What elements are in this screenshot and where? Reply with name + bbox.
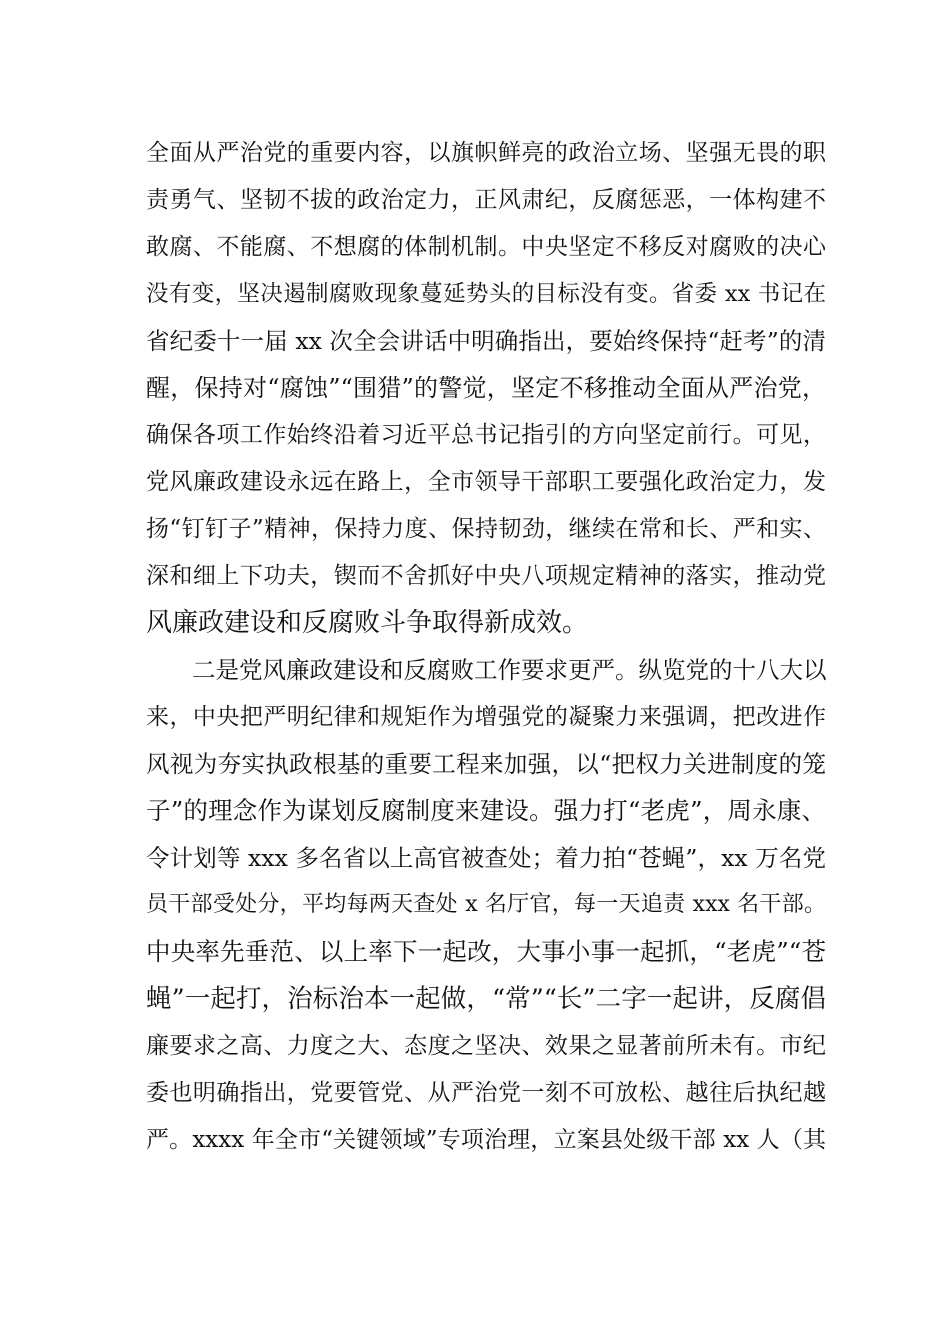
- text-line: 扬“钉钉子”精神，保持力度、保持韧劲，继续在常和长、严和实、: [146, 516, 826, 542]
- text-line: 党风廉政建设永远在路上，全市领导干部职工要强化政治定力，发: [146, 469, 826, 495]
- text-line: 廉要求之高、力度之大、态度之坚决、效果之显著前所未有。市纪: [146, 1033, 826, 1059]
- text-line: 员干部受处分，平均每两天查处 x 名厅官，每一天追责 xxx 名干部。: [146, 892, 826, 917]
- text-line: 省纪委十一届 xx 次全会讲话中明确指出，要始终保持“赶考”的清: [146, 327, 826, 355]
- text-line: 中央率先垂范、以上率下一起改，大事小事一起抓，“老虎”“苍: [146, 937, 826, 966]
- text-line: 责勇气、坚韧不拔的政治定力，正风肃纪，反腐惩恶，一体构建不: [146, 187, 826, 213]
- text-line: 深和细上下功夫，锲而不舍抓好中央八项规定精神的落实，推动党: [146, 563, 826, 589]
- text-line: 风廉政建设和反腐败斗争取得新成效。: [146, 608, 589, 638]
- text-line: 蝇”一起打，治标治本一起做，“常”“长”二字一起讲，反腐倡: [146, 984, 826, 1014]
- text-line: 确保各项工作始终沿着习近平总书记指引的方向坚定前行。可见，: [146, 422, 826, 448]
- paragraph-first-line: 二是党风廉政建设和反腐败工作要求更严。纵览党的十八大以: [192, 656, 827, 684]
- text-line: 风视为夯实执政根基的重要工程来加强，以“把权力关进制度的笼: [146, 750, 826, 778]
- text-line: 委也明确指出，党要管党、从严治党一刻不可放松、越往后执纪越: [146, 1080, 826, 1106]
- text-line: 没有变，坚决遏制腐败现象蔓延势头的目标没有变。省委 xx 书记在: [146, 281, 826, 307]
- text-line: 醒，保持对“腐蚀”“围猎”的警觉，坚定不移推动全面从严治党，: [146, 374, 826, 402]
- text-line: 全面从严治党的重要内容，以旗帜鲜亮的政治立场、坚强无畏的职: [146, 140, 826, 166]
- text-line: 子”的理念作为谋划反腐制度来建设。强力打“老虎”，周永康、: [146, 796, 826, 825]
- text-line: 来，中央把严明纪律和规矩作为增强党的凝聚力来强调，把改进作: [146, 704, 826, 730]
- text-line: 敢腐、不能腐、不想腐的体制机制。中央坚定不移反对腐败的决心: [146, 234, 826, 260]
- text-line: 严。xxxx 年全市“关键领域”专项治理，立案县处级干部 xx 人（其: [146, 1127, 826, 1153]
- text-line: 令计划等 xxx 多名省以上高官被查处；着力拍“苍蝇”，xx 万名党: [146, 844, 826, 872]
